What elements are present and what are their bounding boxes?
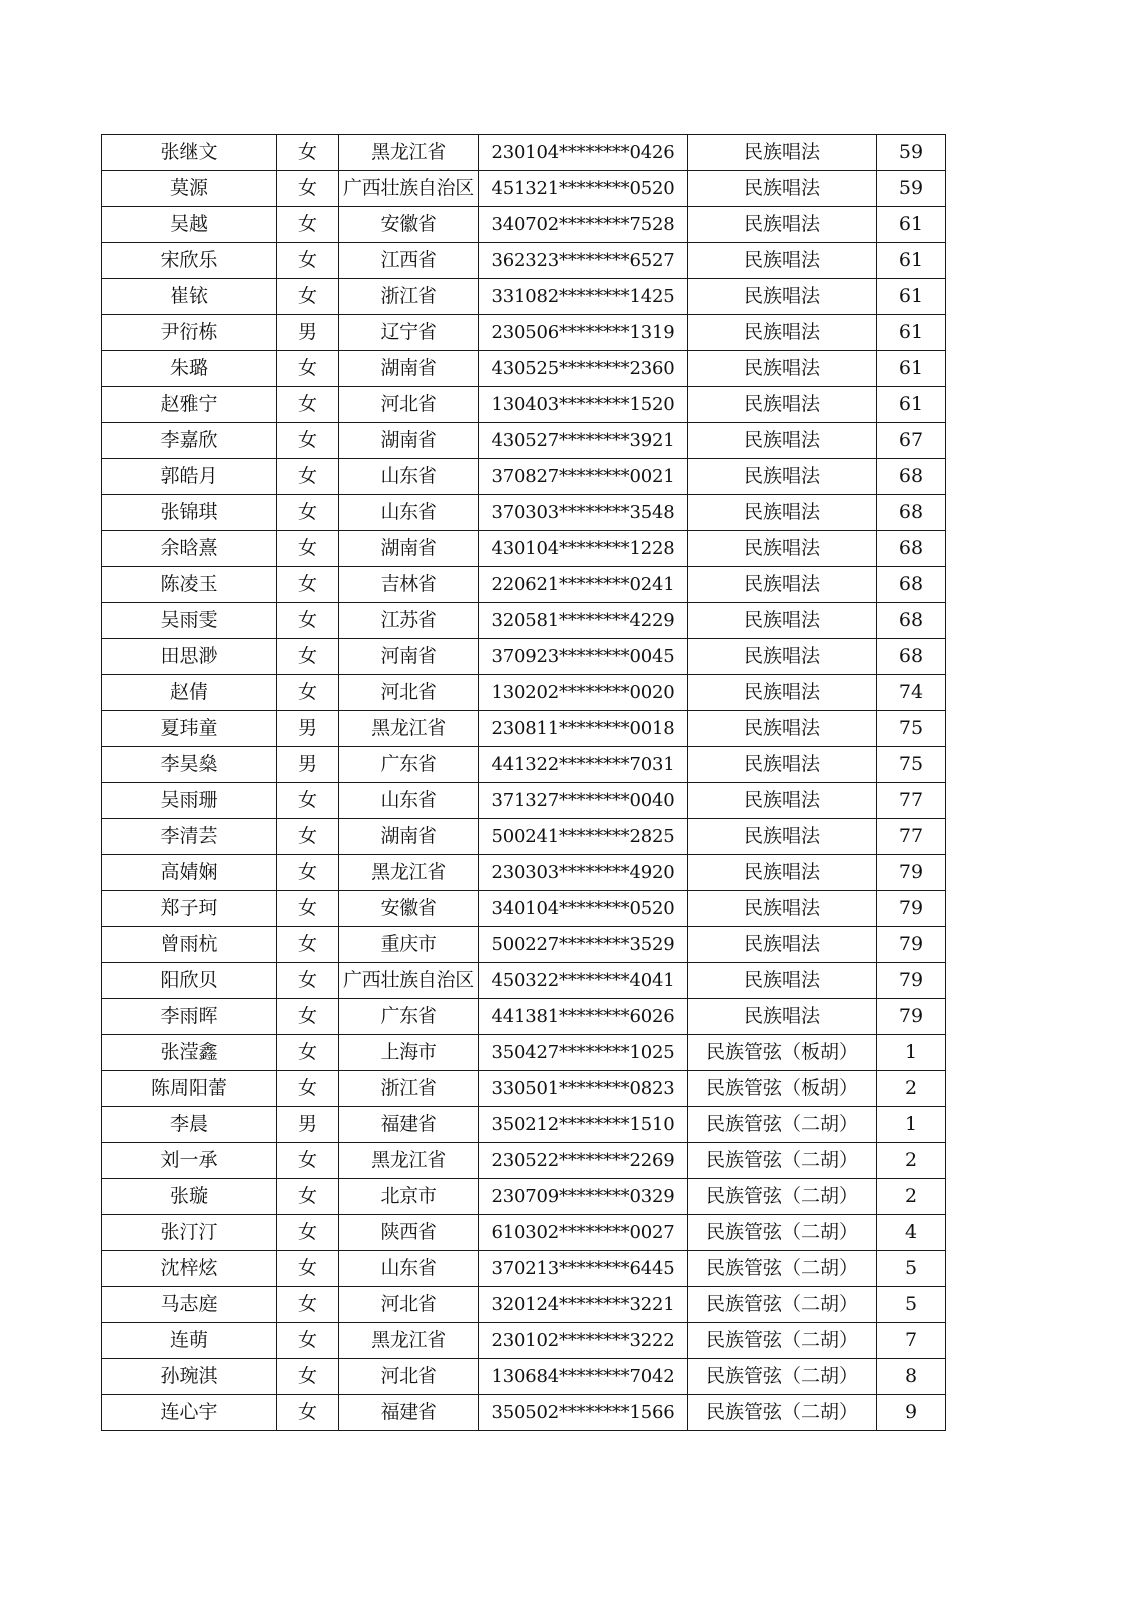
cell-category: 民族唱法: [688, 999, 877, 1035]
cell-province: 河北省: [339, 675, 479, 711]
table-row: [102, 963, 946, 999]
cell-category: 民族唱法: [688, 567, 877, 603]
cell-number: 61: [877, 351, 946, 387]
cell-category: 民族唱法: [688, 171, 877, 207]
cell-name: 张汀汀: [102, 1215, 277, 1251]
cell-category: 民族管弦（二胡）: [688, 1251, 877, 1287]
cell-category: 民族唱法: [688, 423, 877, 459]
cell-gender: 女: [277, 963, 339, 999]
cell-name: 张璇: [102, 1179, 277, 1215]
cell-id-number: 450322********4041: [479, 963, 688, 999]
table-row: [102, 819, 946, 855]
cell-number: 75: [877, 711, 946, 747]
table-row: [102, 495, 946, 531]
cell-name: 崔铱: [102, 279, 277, 315]
cell-number: 79: [877, 963, 946, 999]
cell-category: 民族唱法: [688, 963, 877, 999]
cell-id-number: 230506********1319: [479, 315, 688, 351]
cell-province: 黑龙江省: [339, 855, 479, 891]
cell-category: 民族管弦（二胡）: [688, 1323, 877, 1359]
cell-category: 民族唱法: [688, 387, 877, 423]
cell-province: 湖南省: [339, 531, 479, 567]
cell-id-number: 370827********0021: [479, 459, 688, 495]
cell-gender: 男: [277, 1107, 339, 1143]
cell-name: 余晗熹: [102, 531, 277, 567]
table-row: [102, 1251, 946, 1287]
cell-province: 上海市: [339, 1035, 479, 1071]
cell-number: 59: [877, 171, 946, 207]
cell-province: 山东省: [339, 495, 479, 531]
cell-id-number: 320581********4229: [479, 603, 688, 639]
cell-name: 连心宇: [102, 1395, 277, 1431]
cell-gender: 女: [277, 1323, 339, 1359]
cell-category: 民族唱法: [688, 675, 877, 711]
cell-province: 福建省: [339, 1395, 479, 1431]
table-row: [102, 999, 946, 1035]
cell-gender: 女: [277, 567, 339, 603]
cell-category: 民族唱法: [688, 243, 877, 279]
cell-id-number: 340702********7528: [479, 207, 688, 243]
cell-category: 民族唱法: [688, 495, 877, 531]
cell-number: 2: [877, 1179, 946, 1215]
cell-category: 民族唱法: [688, 747, 877, 783]
cell-name: 夏玮童: [102, 711, 277, 747]
cell-number: 75: [877, 747, 946, 783]
table-row: [102, 567, 946, 603]
cell-id-number: 130684********7042: [479, 1359, 688, 1395]
cell-province: 湖南省: [339, 351, 479, 387]
cell-province: 浙江省: [339, 279, 479, 315]
cell-name: 李雨晖: [102, 999, 277, 1035]
cell-id-number: 230811********0018: [479, 711, 688, 747]
cell-province: 河北省: [339, 1359, 479, 1395]
cell-category: 民族唱法: [688, 639, 877, 675]
cell-category: 民族管弦（板胡）: [688, 1035, 877, 1071]
cell-number: 67: [877, 423, 946, 459]
cell-name: 李嘉欣: [102, 423, 277, 459]
cell-gender: 女: [277, 495, 339, 531]
cell-number: 5: [877, 1287, 946, 1323]
cell-number: 79: [877, 855, 946, 891]
cell-id-number: 430104********1228: [479, 531, 688, 567]
cell-id-number: 331082********1425: [479, 279, 688, 315]
cell-province: 广东省: [339, 747, 479, 783]
cell-id-number: 350427********1025: [479, 1035, 688, 1071]
cell-province: 广东省: [339, 999, 479, 1035]
cell-id-number: 230104********0426: [479, 135, 688, 171]
cell-name: 尹衍栋: [102, 315, 277, 351]
cell-gender: 女: [277, 819, 339, 855]
table-row: [102, 927, 946, 963]
cell-gender: 女: [277, 171, 339, 207]
cell-number: 68: [877, 603, 946, 639]
cell-province: 河北省: [339, 1287, 479, 1323]
cell-id-number: 340104********0520: [479, 891, 688, 927]
cell-gender: 女: [277, 603, 339, 639]
cell-name: 张继文: [102, 135, 277, 171]
cell-category: 民族管弦（二胡）: [688, 1179, 877, 1215]
cell-gender: 女: [277, 531, 339, 567]
cell-gender: 女: [277, 1179, 339, 1215]
cell-province: 浙江省: [339, 1071, 479, 1107]
cell-number: 61: [877, 207, 946, 243]
cell-gender: 男: [277, 747, 339, 783]
table-row: [102, 423, 946, 459]
cell-name: 郭皓月: [102, 459, 277, 495]
cell-name: 张滢鑫: [102, 1035, 277, 1071]
cell-number: 8: [877, 1359, 946, 1395]
cell-gender: 男: [277, 711, 339, 747]
table-row: [102, 603, 946, 639]
cell-province: 河南省: [339, 639, 479, 675]
cell-id-number: 500241********2825: [479, 819, 688, 855]
table-row: [102, 855, 946, 891]
table-row: [102, 1143, 946, 1179]
cell-gender: 女: [277, 1395, 339, 1431]
table-row: [102, 1215, 946, 1251]
cell-category: 民族唱法: [688, 711, 877, 747]
cell-gender: 女: [277, 387, 339, 423]
cell-category: 民族唱法: [688, 819, 877, 855]
cell-number: 68: [877, 639, 946, 675]
cell-id-number: 441381********6026: [479, 999, 688, 1035]
cell-province: 黑龙江省: [339, 1323, 479, 1359]
cell-category: 民族唱法: [688, 459, 877, 495]
cell-category: 民族唱法: [688, 783, 877, 819]
cell-name: 阳欣贝: [102, 963, 277, 999]
cell-name: 张锦琪: [102, 495, 277, 531]
cell-category: 民族唱法: [688, 855, 877, 891]
table-row: [102, 459, 946, 495]
cell-category: 民族管弦（二胡）: [688, 1395, 877, 1431]
cell-name: 陈凌玉: [102, 567, 277, 603]
cell-province: 广西壮族自治区: [339, 963, 479, 999]
cell-province: 广西壮族自治区: [339, 171, 479, 207]
cell-name: 郑子珂: [102, 891, 277, 927]
cell-id-number: 370303********3548: [479, 495, 688, 531]
cell-id-number: 371327********0040: [479, 783, 688, 819]
cell-name: 吴雨珊: [102, 783, 277, 819]
cell-number: 79: [877, 999, 946, 1035]
cell-gender: 女: [277, 1035, 339, 1071]
cell-province: 山东省: [339, 459, 479, 495]
cell-id-number: 500227********3529: [479, 927, 688, 963]
table-row: [102, 891, 946, 927]
table-row: [102, 351, 946, 387]
cell-gender: 女: [277, 279, 339, 315]
cell-number: 79: [877, 927, 946, 963]
cell-province: 安徽省: [339, 207, 479, 243]
cell-province: 湖南省: [339, 423, 479, 459]
cell-name: 吴雨雯: [102, 603, 277, 639]
cell-id-number: 350212********1510: [479, 1107, 688, 1143]
cell-name: 李晨: [102, 1107, 277, 1143]
cell-number: 74: [877, 675, 946, 711]
cell-province: 北京市: [339, 1179, 479, 1215]
cell-name: 赵雅宁: [102, 387, 277, 423]
cell-name: 田思渺: [102, 639, 277, 675]
cell-name: 曾雨杭: [102, 927, 277, 963]
cell-id-number: 130403********1520: [479, 387, 688, 423]
cell-category: 民族管弦（板胡）: [688, 1071, 877, 1107]
cell-number: 68: [877, 567, 946, 603]
table-row: [102, 315, 946, 351]
cell-province: 黑龙江省: [339, 135, 479, 171]
roster-table: [101, 134, 946, 1431]
table-row: [102, 711, 946, 747]
cell-province: 黑龙江省: [339, 1143, 479, 1179]
cell-gender: 女: [277, 639, 339, 675]
table-row: [102, 639, 946, 675]
cell-number: 61: [877, 387, 946, 423]
cell-number: 2: [877, 1071, 946, 1107]
cell-number: 77: [877, 819, 946, 855]
cell-province: 江苏省: [339, 603, 479, 639]
cell-gender: 女: [277, 783, 339, 819]
cell-name: 陈周阳蕾: [102, 1071, 277, 1107]
cell-number: 1: [877, 1035, 946, 1071]
cell-name: 马志庭: [102, 1287, 277, 1323]
table-row: [102, 1359, 946, 1395]
cell-id-number: 230709********0329: [479, 1179, 688, 1215]
cell-name: 朱璐: [102, 351, 277, 387]
cell-id-number: 362323********6527: [479, 243, 688, 279]
cell-category: 民族唱法: [688, 927, 877, 963]
cell-id-number: 350502********1566: [479, 1395, 688, 1431]
cell-name: 沈梓炫: [102, 1251, 277, 1287]
cell-id-number: 320124********3221: [479, 1287, 688, 1323]
cell-gender: 女: [277, 1359, 339, 1395]
cell-id-number: 220621********0241: [479, 567, 688, 603]
cell-category: 民族管弦（二胡）: [688, 1143, 877, 1179]
cell-gender: 女: [277, 207, 339, 243]
cell-category: 民族管弦（二胡）: [688, 1215, 877, 1251]
cell-gender: 女: [277, 855, 339, 891]
cell-province: 湖南省: [339, 819, 479, 855]
table-row: [102, 387, 946, 423]
cell-id-number: 130202********0020: [479, 675, 688, 711]
cell-id-number: 230102********3222: [479, 1323, 688, 1359]
table-row: [102, 243, 946, 279]
cell-number: 79: [877, 891, 946, 927]
cell-category: 民族唱法: [688, 351, 877, 387]
cell-province: 河北省: [339, 387, 479, 423]
cell-province: 吉林省: [339, 567, 479, 603]
cell-category: 民族唱法: [688, 603, 877, 639]
cell-category: 民族唱法: [688, 207, 877, 243]
cell-gender: 女: [277, 351, 339, 387]
cell-number: 5: [877, 1251, 946, 1287]
cell-category: 民族唱法: [688, 315, 877, 351]
cell-gender: 女: [277, 243, 339, 279]
cell-name: 刘一承: [102, 1143, 277, 1179]
cell-number: 2: [877, 1143, 946, 1179]
cell-category: 民族唱法: [688, 531, 877, 567]
cell-category: 民族管弦（二胡）: [688, 1287, 877, 1323]
cell-category: 民族唱法: [688, 891, 877, 927]
cell-category: 民族管弦（二胡）: [688, 1359, 877, 1395]
cell-number: 68: [877, 531, 946, 567]
cell-gender: 女: [277, 423, 339, 459]
cell-number: 1: [877, 1107, 946, 1143]
cell-province: 山东省: [339, 783, 479, 819]
table-row: [102, 783, 946, 819]
cell-province: 陕西省: [339, 1215, 479, 1251]
table-row: [102, 747, 946, 783]
cell-category: 民族唱法: [688, 135, 877, 171]
table-row: [102, 207, 946, 243]
cell-id-number: 610302********0027: [479, 1215, 688, 1251]
cell-gender: 女: [277, 459, 339, 495]
cell-id-number: 370923********0045: [479, 639, 688, 675]
cell-id-number: 430527********3921: [479, 423, 688, 459]
cell-name: 宋欣乐: [102, 243, 277, 279]
table-row: [102, 1179, 946, 1215]
table-row: [102, 1035, 946, 1071]
cell-number: 61: [877, 243, 946, 279]
cell-gender: 女: [277, 675, 339, 711]
cell-id-number: 441322********7031: [479, 747, 688, 783]
cell-number: 68: [877, 495, 946, 531]
roster-table-body: [102, 135, 946, 1431]
cell-category: 民族唱法: [688, 279, 877, 315]
cell-name: 莫源: [102, 171, 277, 207]
cell-id-number: 430525********2360: [479, 351, 688, 387]
cell-category: 民族管弦（二胡）: [688, 1107, 877, 1143]
cell-gender: 男: [277, 315, 339, 351]
table-row: [102, 1071, 946, 1107]
cell-gender: 女: [277, 1143, 339, 1179]
cell-number: 59: [877, 135, 946, 171]
cell-number: 61: [877, 279, 946, 315]
cell-number: 77: [877, 783, 946, 819]
cell-id-number: 230303********4920: [479, 855, 688, 891]
cell-province: 福建省: [339, 1107, 479, 1143]
cell-province: 黑龙江省: [339, 711, 479, 747]
cell-number: 68: [877, 459, 946, 495]
cell-name: 李清芸: [102, 819, 277, 855]
cell-number: 9: [877, 1395, 946, 1431]
cell-id-number: 330501********0823: [479, 1071, 688, 1107]
table-row: [102, 675, 946, 711]
table-row: [102, 171, 946, 207]
table-row: [102, 279, 946, 315]
cell-gender: 女: [277, 135, 339, 171]
cell-number: 7: [877, 1323, 946, 1359]
cell-name: 吴越: [102, 207, 277, 243]
cell-gender: 女: [277, 1071, 339, 1107]
table-row: [102, 531, 946, 567]
cell-gender: 女: [277, 1251, 339, 1287]
cell-gender: 女: [277, 999, 339, 1035]
cell-gender: 女: [277, 927, 339, 963]
cell-province: 辽宁省: [339, 315, 479, 351]
cell-province: 江西省: [339, 243, 479, 279]
cell-gender: 女: [277, 1287, 339, 1323]
cell-name: 高婧娴: [102, 855, 277, 891]
cell-name: 孙琬淇: [102, 1359, 277, 1395]
cell-id-number: 451321********0520: [479, 171, 688, 207]
cell-province: 重庆市: [339, 927, 479, 963]
cell-gender: 女: [277, 1215, 339, 1251]
cell-id-number: 230522********2269: [479, 1143, 688, 1179]
cell-name: 李昊燊: [102, 747, 277, 783]
cell-number: 4: [877, 1215, 946, 1251]
cell-name: 连萌: [102, 1323, 277, 1359]
cell-id-number: 370213********6445: [479, 1251, 688, 1287]
table-row: [102, 135, 946, 171]
cell-number: 61: [877, 315, 946, 351]
cell-name: 赵倩: [102, 675, 277, 711]
table-row: [102, 1323, 946, 1359]
cell-province: 山东省: [339, 1251, 479, 1287]
table-row: [102, 1395, 946, 1431]
cell-province: 安徽省: [339, 891, 479, 927]
table-row: [102, 1287, 946, 1323]
table-row: [102, 1107, 946, 1143]
cell-gender: 女: [277, 891, 339, 927]
